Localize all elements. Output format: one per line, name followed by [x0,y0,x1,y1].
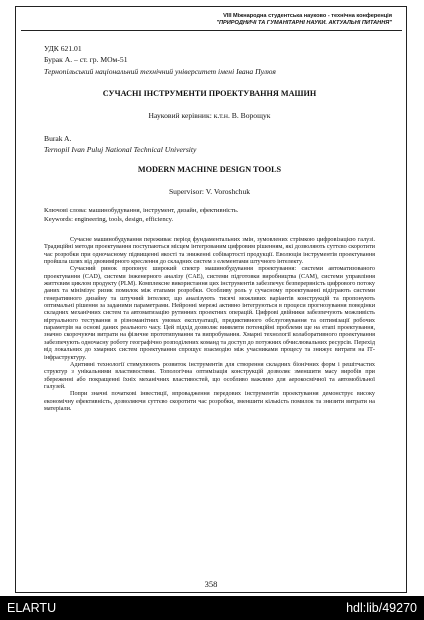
keywords-en: Keywords: engineering, tools, design, efficiency. [44,216,174,223]
keywords-ua: Ключові слова: машинобудування, інструмент, дизайн, ефективність. [44,207,239,214]
affiliation-ua: Тернопільський національний технічний університет імені Івана Пулюя [44,67,276,76]
body-paragraph: Адитивні технології стимулюють розвиток інструментів для створення складних біонічних форм і решітчастих структур з унікальними властивостями. Топологічна оптимізація конструкцій дозволяє зменшити масу виробів при збереженні або покращенні їхніх механічних властивостей, що особливо важливо для аерокосмічної та автомобільної галузей. [44,360,375,390]
footer-bar [0,596,424,620]
header-rule [21,30,402,31]
paper-page [15,6,407,593]
author-en: Burak A. [44,134,72,143]
body-paragraph: Сучасний ринок пропонує широкий спектр машинобудування проектування: системи автоматизованого проектування (CAD), системи інженерного аналізу (CAE), системи підготовки виробництва (CAM), системи управління життєвим циклом продукту (PLM). Комплексне використання цих інструментів забезпечує безперервність цифрового потоку даних та мінімізує ризик помилок між етапами розробки. Особливу роль у сучасному проектуванні відіграють системи генеративного дизайну та штучний інтелект, що аналізують тисячі можливих варіантів конструкцій та пропонують оптимальні рішення за заданими параметрами. Нейронні мережі активно інтегруються в процеси прогнозування поведінки складних механічних систем та автоматизацію рутинних проектних операцій. Цифрові двійники забезпечують можливість віртуального тестування в різноманітних умовах експлуатації, предиктивного обслуговування та оптимізації робочих параметрів на основі даних реального часу. Цей підхід дозволяє виявляти потенційні проблеми ще на етапі проектування, значно скорочуючи витрати на фізичне прототипування та випробування. Хмарні технології колаборативного проектування забезпечують одночасну роботу географічно розподілених команд та доступ до потужних обчислювальних ресурсів. Перехід від локальних до хмарних систем проектування спрощує взаємодію між учасниками процесу та знижує витрати на ІТ-інфраструктуру. [44,265,375,361]
page-number: 358 [204,579,218,589]
title-en: MODERN MACHINE DESIGN TOOLS [137,165,282,174]
title-ua: СУЧАСНІ ІНСТРУМЕНТИ ПРОЕКТУВАННЯ МАШИН [102,89,317,98]
author-ua: Бурак А. – ст. гр. МОм-51 [44,55,128,64]
footer-handle: hdl:lib/49270 [346,601,417,615]
udk-code: УДК 621.01 [44,44,82,53]
supervisor-en: Supervisor: V. Voroshchuk [168,187,251,196]
conference-header-line-2: "ПРИРОДНИЧІ ТА ГУМАНІТАРНІ НАУКИ. АКТУАЛЬНІ ПИТАННЯ" [216,20,392,26]
footer-repository-name: ELARTU [7,601,57,615]
body-paragraph: Сучасне машинобудування переживає період фундаментальних змін, зумовлених стрімкою цифровізацією галузі. Традиційні методи проектування поступаються місцем інтегрованим цифровим рішенням, які дозволяють суттєво скоротити час розробки при одночасному підвищенні якості та зниженні собівартості продукції. Еволюція інструментів проектування пройшла шлях від двовимірного креслення до складних систем з елементами штучного інтелекту. [44,236,375,266]
body-paragraph: Попри значні початкові інвестиції, впровадження передових інструментів проектування демонструє високу економічну ефективність, дозволяючи суттєво скоротити час розробки, зменшити кількість помилок та знизити витрати на матеріали. [44,390,375,412]
conference-header-line-1: VIII Міжнародна студентська науково - технічна конференція [223,13,392,19]
body-text [44,236,375,412]
supervisor-ua: Науковий керівник: к.т.н. В. Ворощук [148,111,271,120]
conference-header [16,13,392,27]
affiliation-en: Ternopil Ivan Puluj National Technical University [44,145,197,154]
